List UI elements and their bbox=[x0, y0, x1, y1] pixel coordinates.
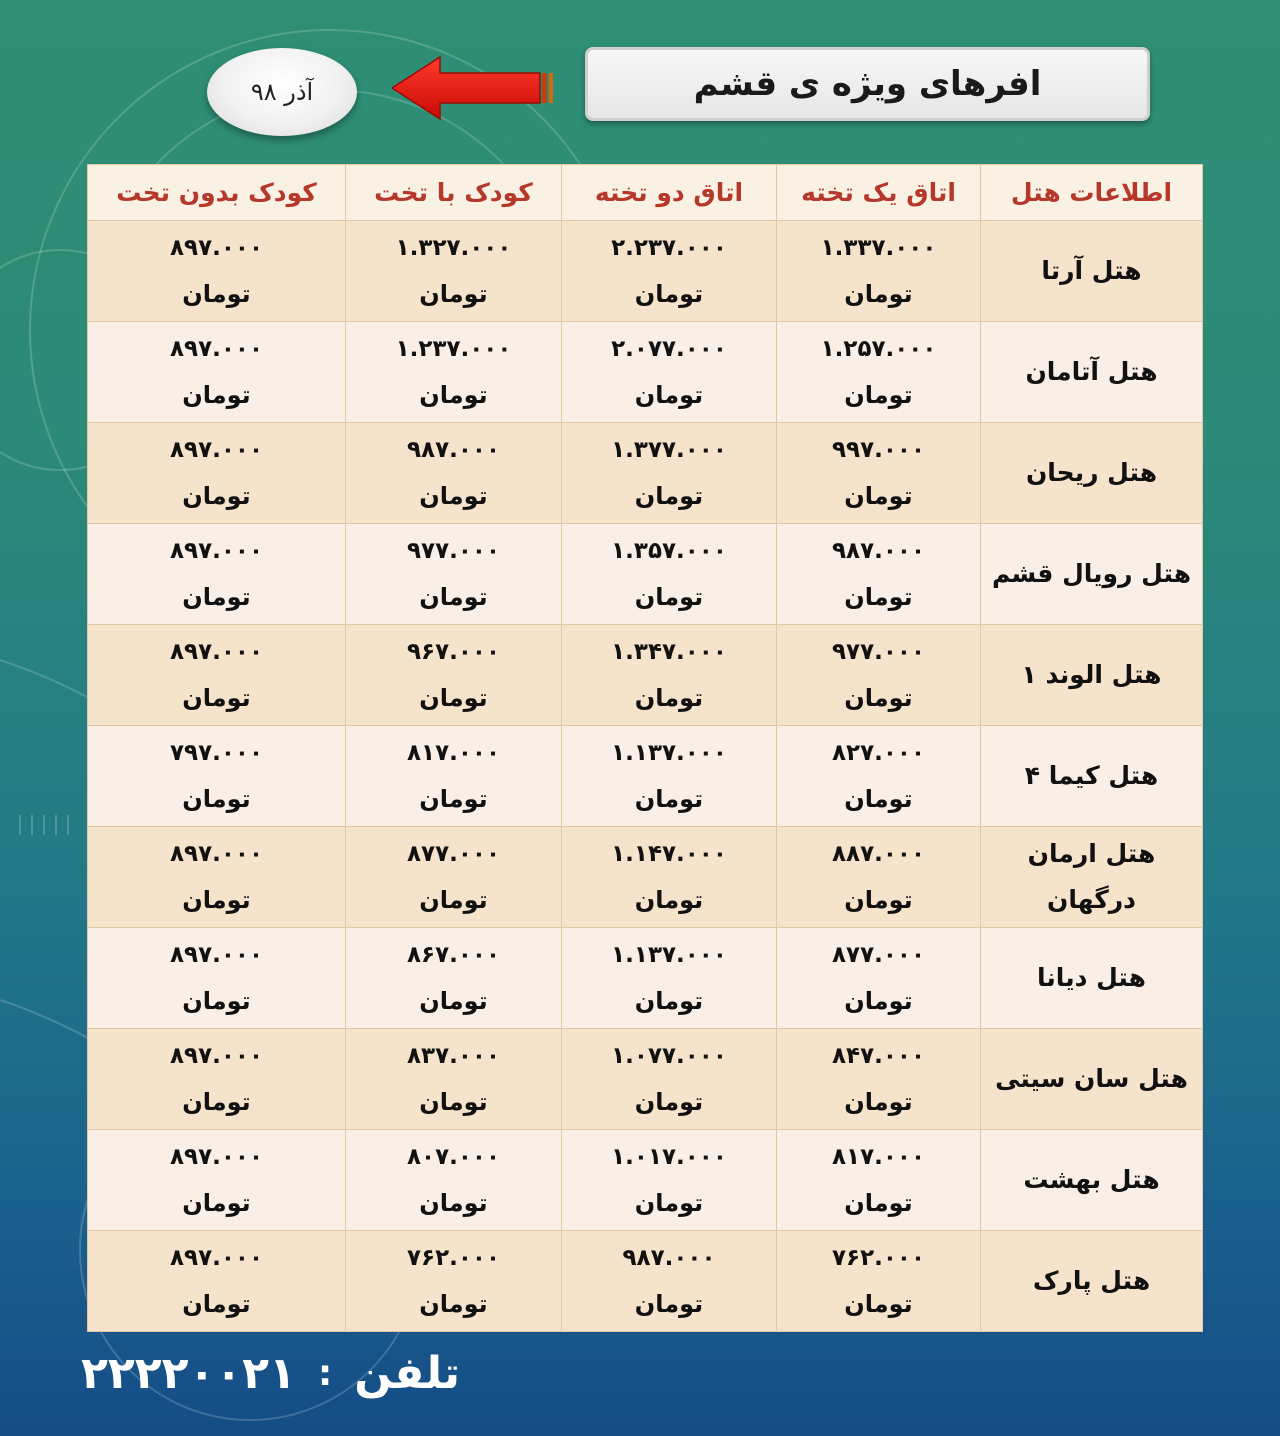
price-cell bbox=[346, 1130, 562, 1231]
price-currency: تومان bbox=[634, 684, 704, 712]
price-currency: تومان bbox=[844, 280, 913, 308]
price-cell bbox=[346, 423, 562, 524]
hotel-name-cell: هتل کیما ۴ bbox=[981, 726, 1203, 827]
price-cell bbox=[88, 423, 346, 524]
price-currency: تومان bbox=[182, 482, 251, 510]
price-cell bbox=[777, 423, 981, 524]
price-currency: تومان bbox=[419, 1290, 488, 1318]
price-amount: ۹۸۷.۰۰۰ bbox=[622, 1245, 716, 1271]
price-cell bbox=[346, 1231, 562, 1332]
price-cell bbox=[777, 726, 981, 827]
price-cell bbox=[777, 827, 981, 928]
price-amount: ۱.۱۳۷.۰۰۰ bbox=[611, 740, 727, 766]
price-amount: ۷۶۲.۰۰۰ bbox=[407, 1245, 500, 1271]
price-amount: ۸۹۷.۰۰۰ bbox=[170, 1043, 263, 1069]
price-cell bbox=[777, 1231, 981, 1332]
price-amount: ۱.۱۴۷.۰۰۰ bbox=[611, 841, 727, 867]
phone-number[interactable]: ۲۲۲۲۰۰۲۱ bbox=[81, 1347, 296, 1399]
price-currency: تومان bbox=[634, 583, 704, 611]
price-currency: تومان bbox=[419, 482, 488, 510]
price-currency: تومان bbox=[419, 1088, 488, 1116]
price-currency: تومان bbox=[844, 583, 913, 611]
price-currency: تومان bbox=[419, 987, 488, 1015]
hotel-name-cell: هتل رویال قشم bbox=[981, 524, 1203, 625]
price-amount: ۸۹۷.۰۰۰ bbox=[170, 1144, 263, 1170]
table-row bbox=[88, 1029, 1203, 1130]
hotel-name-cell: هتل آرتا bbox=[981, 221, 1203, 322]
price-amount: ۹۶۷.۰۰۰ bbox=[407, 639, 500, 665]
hotel-name-cell: هتل الوند ۱ bbox=[981, 625, 1203, 726]
price-currency: تومان bbox=[634, 785, 704, 813]
price-cell bbox=[88, 726, 346, 827]
price-currency: تومان bbox=[634, 381, 704, 409]
price-amount: ۸۹۷.۰۰۰ bbox=[170, 235, 263, 261]
price-cell bbox=[88, 322, 346, 423]
price-amount: ۸۹۷.۰۰۰ bbox=[170, 942, 263, 968]
price-cell bbox=[346, 524, 562, 625]
table-row bbox=[88, 625, 1203, 726]
price-currency: تومان bbox=[844, 1088, 913, 1116]
price-currency: تومان bbox=[844, 987, 913, 1015]
price-currency: تومان bbox=[419, 1189, 488, 1217]
price-amount: ۲.۰۷۷.۰۰۰ bbox=[611, 336, 727, 362]
price-cell bbox=[88, 1231, 346, 1332]
price-amount: ۸۷۷.۰۰۰ bbox=[832, 942, 925, 968]
price-amount: ۱.۳۴۷.۰۰۰ bbox=[611, 639, 727, 665]
price-cell bbox=[562, 827, 777, 928]
price-cell bbox=[88, 827, 346, 928]
column-header-hotel: اطلاعات هتل bbox=[981, 165, 1203, 221]
phone-contact bbox=[40, 1338, 460, 1408]
price-cell bbox=[88, 524, 346, 625]
price-currency: تومان bbox=[419, 280, 488, 308]
date-badge: آذر ۹۸ bbox=[207, 48, 357, 136]
price-amount: ۸۹۷.۰۰۰ bbox=[170, 841, 263, 867]
price-currency: تومان bbox=[844, 684, 913, 712]
price-table bbox=[87, 164, 1202, 1321]
price-cell bbox=[562, 423, 777, 524]
price-amount: ۷۶۲.۰۰۰ bbox=[832, 1245, 925, 1271]
table-body bbox=[88, 221, 1203, 1332]
price-currency: تومان bbox=[634, 1189, 704, 1217]
hotel-name-cell: هتل ارمان درگهان bbox=[981, 827, 1203, 928]
hotel-name-cell: هتل دیانا bbox=[981, 928, 1203, 1029]
price-currency: تومان bbox=[182, 684, 251, 712]
price-amount: ۱.۳۳۷.۰۰۰ bbox=[820, 235, 937, 261]
price-cell bbox=[562, 726, 777, 827]
price-amount: ۹۷۷.۰۰۰ bbox=[832, 639, 925, 665]
price-currency: تومان bbox=[844, 886, 913, 914]
price-currency: تومان bbox=[182, 1290, 251, 1318]
price-amount: ۸۱۷.۰۰۰ bbox=[832, 1144, 925, 1170]
price-cell bbox=[562, 322, 777, 423]
price-amount: ۸۹۷.۰۰۰ bbox=[170, 336, 263, 362]
price-amount: ۸۹۷.۰۰۰ bbox=[170, 437, 263, 463]
hotel-name-cell: هتل ریحان bbox=[981, 423, 1203, 524]
hotel-name-cell: هتل پارک bbox=[981, 1231, 1203, 1332]
price-currency: تومان bbox=[182, 785, 251, 813]
price-currency: تومان bbox=[634, 1088, 704, 1116]
price-currency: تومان bbox=[844, 785, 913, 813]
price-currency: تومان bbox=[182, 583, 251, 611]
price-amount: ۱.۳۷۷.۰۰۰ bbox=[611, 437, 727, 463]
table-row bbox=[88, 221, 1203, 322]
price-amount: ۱.۱۳۷.۰۰۰ bbox=[611, 942, 727, 968]
hotel-name-cell: هتل آتامان bbox=[981, 322, 1203, 423]
price-cell bbox=[88, 221, 346, 322]
price-cell bbox=[88, 1130, 346, 1231]
price-currency: تومان bbox=[844, 482, 913, 510]
price-currency: تومان bbox=[419, 886, 488, 914]
price-cell bbox=[346, 726, 562, 827]
price-currency: تومان bbox=[419, 785, 488, 813]
price-cell bbox=[88, 1029, 346, 1130]
price-cell bbox=[562, 1130, 777, 1231]
price-amount: ۸۷۷.۰۰۰ bbox=[407, 841, 500, 867]
table-row bbox=[88, 524, 1203, 625]
hotel-name-cell: هتل سان سیتی bbox=[981, 1029, 1203, 1130]
price-amount: ۸۴۷.۰۰۰ bbox=[832, 1043, 925, 1069]
price-currency: تومان bbox=[844, 1189, 913, 1217]
phone-label: تلفن bbox=[354, 1347, 460, 1399]
price-cell bbox=[346, 928, 562, 1029]
price-currency: تومان bbox=[634, 280, 704, 308]
hotel-name-cell: هتل بهشت bbox=[981, 1130, 1203, 1231]
price-currency: تومان bbox=[182, 886, 251, 914]
price-amount: ۸۳۷.۰۰۰ bbox=[407, 1043, 500, 1069]
price-cell bbox=[777, 928, 981, 1029]
price-amount: ۱.۲۳۷.۰۰۰ bbox=[395, 336, 512, 362]
column-header-child-without-bed: کودک بدون تخت bbox=[88, 165, 346, 221]
price-currency: تومان bbox=[419, 684, 488, 712]
price-currency: تومان bbox=[634, 482, 704, 510]
price-amount: ۹۷۷.۰۰۰ bbox=[407, 538, 500, 564]
price-cell bbox=[88, 625, 346, 726]
price-currency: تومان bbox=[844, 1290, 913, 1318]
price-amount: ۹۸۷.۰۰۰ bbox=[832, 538, 925, 564]
phone-separator: : bbox=[317, 1352, 333, 1394]
price-amount: ۸۶۷.۰۰۰ bbox=[407, 942, 500, 968]
price-cell bbox=[777, 322, 981, 423]
table-row bbox=[88, 827, 1203, 928]
price-cell bbox=[777, 221, 981, 322]
price-cell bbox=[562, 625, 777, 726]
price-currency: تومان bbox=[182, 381, 251, 409]
price-amount: ۸۸۷.۰۰۰ bbox=[832, 841, 925, 867]
price-currency: تومان bbox=[419, 381, 488, 409]
price-currency: تومان bbox=[634, 987, 704, 1015]
price-amount: ۱.۰۷۷.۰۰۰ bbox=[611, 1043, 727, 1069]
price-currency: تومان bbox=[182, 987, 251, 1015]
price-cell bbox=[777, 1029, 981, 1130]
price-currency: تومان bbox=[844, 381, 913, 409]
price-cell bbox=[562, 221, 777, 322]
price-amount: ۸۲۷.۰۰۰ bbox=[832, 740, 925, 766]
price-currency: تومان bbox=[419, 583, 488, 611]
table-row bbox=[88, 423, 1203, 524]
price-cell bbox=[346, 322, 562, 423]
price-cell bbox=[346, 625, 562, 726]
price-cell bbox=[777, 625, 981, 726]
price-amount: ۸۱۷.۰۰۰ bbox=[407, 740, 500, 766]
price-amount: ۸۹۷.۰۰۰ bbox=[170, 639, 263, 665]
price-currency: تومان bbox=[634, 1290, 704, 1318]
price-currency: تومان bbox=[634, 886, 704, 914]
price-cell bbox=[562, 928, 777, 1029]
price-amount: ۹۸۷.۰۰۰ bbox=[407, 437, 500, 463]
price-amount: ۸۹۷.۰۰۰ bbox=[170, 538, 263, 564]
price-cell bbox=[777, 1130, 981, 1231]
price-amount: ۱.۳۲۷.۰۰۰ bbox=[395, 235, 512, 261]
price-amount: ۸۹۷.۰۰۰ bbox=[170, 1245, 263, 1271]
price-amount: ۲.۲۳۷.۰۰۰ bbox=[611, 235, 727, 261]
table-row bbox=[88, 1231, 1203, 1332]
price-cell bbox=[88, 928, 346, 1029]
column-header-double-room: اتاق دو تخته bbox=[562, 165, 777, 221]
arrow-left-icon bbox=[392, 55, 554, 121]
price-currency: تومان bbox=[182, 1189, 251, 1217]
table-row bbox=[88, 322, 1203, 423]
price-amount: ۷۹۷.۰۰۰ bbox=[170, 740, 263, 766]
column-header-single-room: اتاق یک تخته bbox=[777, 165, 981, 221]
price-cell bbox=[346, 1029, 562, 1130]
price-cell bbox=[562, 1231, 777, 1332]
price-cell bbox=[562, 524, 777, 625]
price-cell bbox=[346, 221, 562, 322]
price-amount: ۱.۳۵۷.۰۰۰ bbox=[611, 538, 727, 564]
price-amount: ۹۹۷.۰۰۰ bbox=[832, 437, 925, 463]
table-header-row bbox=[88, 165, 1203, 221]
column-header-child-with-bed: کودک با تخت bbox=[346, 165, 562, 221]
table-row bbox=[88, 1130, 1203, 1231]
price-currency: تومان bbox=[182, 280, 251, 308]
table-row bbox=[88, 928, 1203, 1029]
price-cell bbox=[562, 1029, 777, 1130]
price-amount: ۱.۰۱۷.۰۰۰ bbox=[611, 1144, 727, 1170]
page-title: افرهای ویژه ی قشم bbox=[585, 47, 1150, 121]
price-cell bbox=[777, 524, 981, 625]
price-amount: ۸۰۷.۰۰۰ bbox=[407, 1144, 500, 1170]
price-amount: ۱.۲۵۷.۰۰۰ bbox=[820, 336, 937, 362]
table-row bbox=[88, 726, 1203, 827]
price-cell bbox=[346, 827, 562, 928]
price-currency: تومان bbox=[182, 1088, 251, 1116]
